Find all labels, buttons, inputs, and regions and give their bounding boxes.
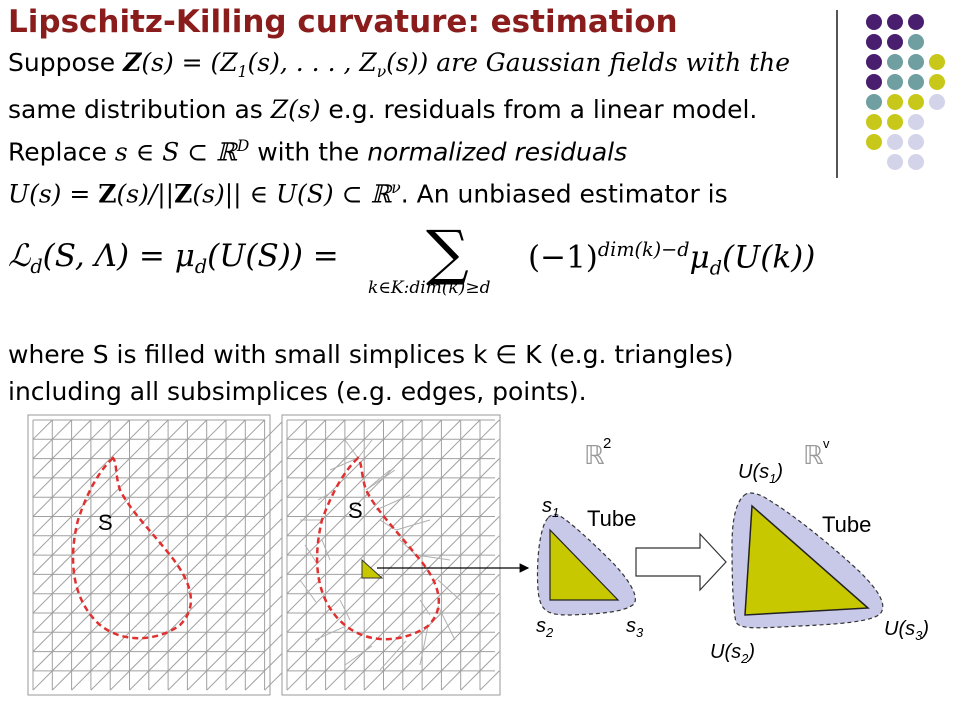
irregular-mesh-panel [282,415,500,695]
intro-line-2: same distribution as Z(s) e.g. residuals from a linear model. [8,95,758,124]
summation-index: k∈K:dim(k)≥d [368,278,491,298]
vertex-us2-label: $U(s_2)$ [710,641,756,666]
space-rnu-superscript: v [823,436,830,451]
space-rnu-label: ℝ [803,440,824,470]
slide-title: Lipschitz-Killing curvature: estimation [8,4,678,40]
vertex-s3-label: $s_3$ [626,615,644,640]
tube-label-rnu: Tube [822,512,872,537]
formula-left-side: ℒ$_d$(S, $\Lambda) = \mu_d(U(S))$ = [8,238,339,279]
summation-sign: ∑ [426,218,469,288]
simplices-line-2: including all subsimplices (e.g. edges, points). [8,377,587,406]
intro-line-3: Replace s ∈ S ⊂ ℝ$^D$ with the normalized residuals [8,137,628,167]
intro-line-4: U(s) = Z(s)/||Z(s)|| ∈ U(S) ⊂ ℝ$^\nu$. An unbiased estimator is [8,179,728,209]
vertex-s2-label: $s_2$ [536,615,554,640]
vertex-s1-label: $s_1$ [542,495,560,520]
mapping-arrow [636,534,726,590]
tube-label-r2: Tube [587,506,637,531]
grid2-region-label: S [348,498,363,523]
grid1-region-label: S [98,510,113,535]
vertex-us1-label: $U(s_1)$ [738,461,784,486]
formula-right-side: $(-1)^{dim(k)-d}\mu_d(U(k))$ [528,238,816,280]
space-r2-superscript: 2 [603,435,612,452]
simplices-line-1: where S is filled with small simplices k ∈ K (e.g. triangles) [8,340,734,369]
vertex-us3-label: $U(s_3)$ [884,618,930,643]
intro-line-1: Suppose $Z(s) = (Z_1(s)$, . . . , $Z_\nu(s)$) are Gaussian fields with the [8,48,791,81]
regular-grid-panel [28,415,284,695]
space-r2-label: ℝ [584,440,605,470]
